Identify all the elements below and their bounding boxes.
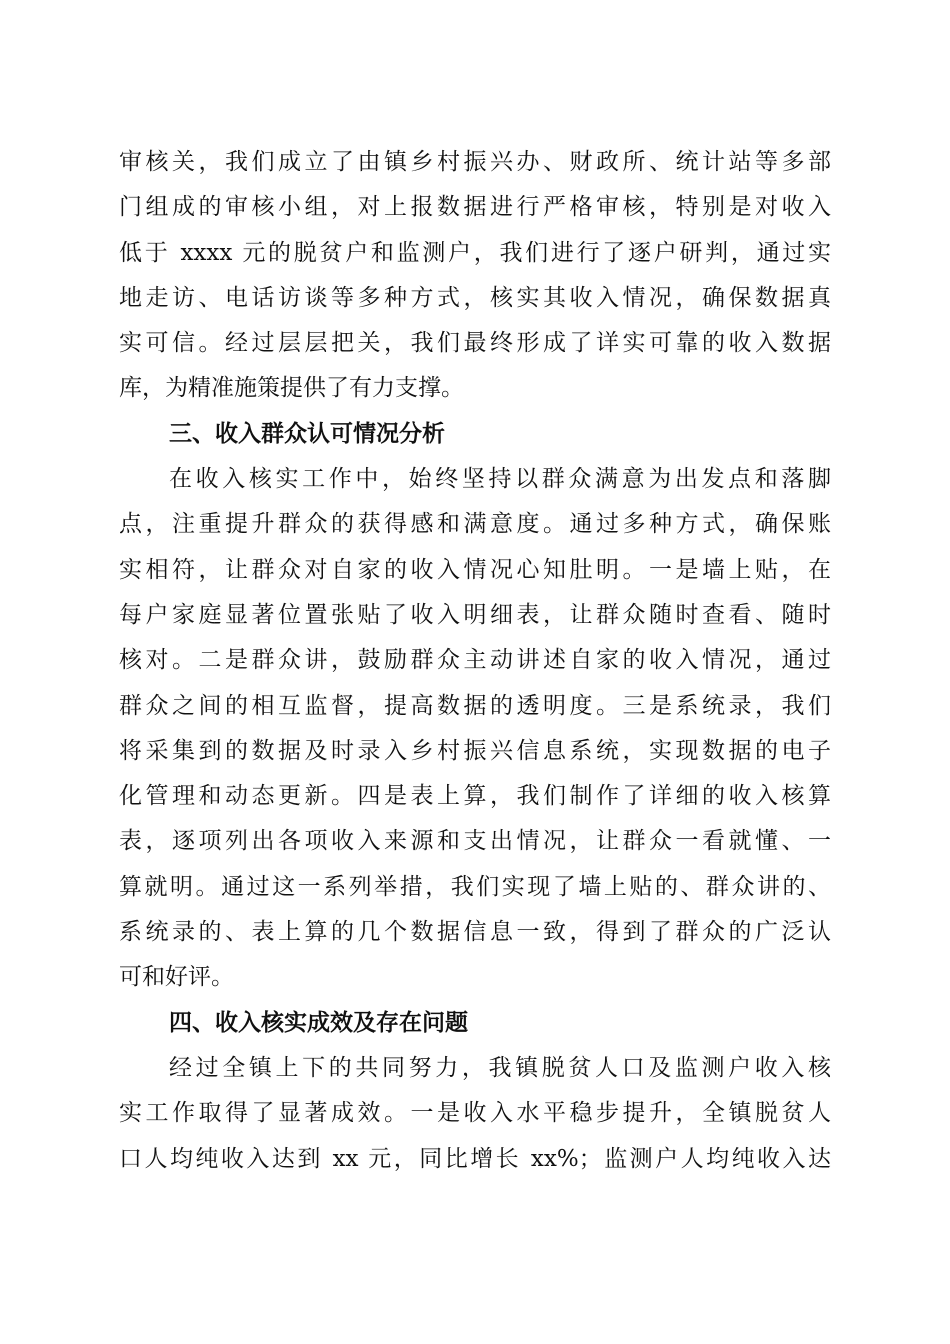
text-line: 地走访、电话访谈等多种方式，核实其收入情况，确保数据真 [119,284,831,311]
text-line: 经过全镇上下的共同努力，我镇脱贫人口及监测户收入核 [169,1054,831,1081]
text-line: 化管理和动态更新。四是表上算，我们制作了详细的收入核算 [119,783,831,810]
text-line: 库，为精准施策提供了有力支撑。 [119,375,464,402]
text-line: 门组成的审核小组，对上报数据进行严格审核，特别是对收入 [119,194,831,221]
document-body [119,140,831,1182]
text-line: 算就明。通过这一系列举措，我们实现了墙上贴的、群众讲的、 [119,873,831,900]
text-line: 实可信。经过层层把关，我们最终形成了详实可靠的收入数据 [119,330,831,357]
text-line: 可和好评。 [119,964,234,991]
text-line: 审核关，我们成立了由镇乡村振兴办、财政所、统计站等多部 [119,149,831,175]
section-heading-3: 三、收入群众认可情况分析 [169,420,445,447]
text-line: 表，逐项列出各项收入来源和支出情况，让群众一看就懂、一 [119,828,831,855]
text-line: 点，注重提升群众的获得感和满意度。通过多种方式，确保账 [119,511,831,538]
text-line: 每户家庭显著位置张贴了收入明细表，让群众随时查看、随时 [119,601,831,628]
text-line: 将采集到的数据及时录入乡村振兴信息系统，实现数据的电子 [119,737,831,764]
paragraph-public-recognition [119,457,831,1001]
paragraph-results-issues [119,1046,831,1182]
text-line: 低于 xxxx 元的脱贫户和监测户，我们进行了逐户研判，通过实 [119,239,831,266]
text-line: 实工作取得了显著成效。一是收入水平稳步提升，全镇脱贫人 [119,1100,831,1127]
text-line: 群众之间的相互监督，提高数据的透明度。三是系统录，我们 [119,692,831,719]
text-line: 系统录的、表上算的几个数据信息一致，得到了群众的广泛认 [119,919,831,946]
section-heading-4: 四、收入核实成效及存在问题 [169,1009,468,1036]
paragraph-audit-review [119,140,831,412]
text-line: 在收入核实工作中，始终坚持以群众满意为出发点和落脚 [169,466,831,493]
text-line: 核对。二是群众讲，鼓励群众主动讲述自家的收入情况，通过 [119,647,831,674]
text-line: 口人均纯收入达到 xx 元，同比增长 xx%；监测户人均纯收入达 [119,1145,831,1172]
text-line: 实相符，让群众对自家的收入情况心知肚明。一是墙上贴，在 [119,556,831,583]
